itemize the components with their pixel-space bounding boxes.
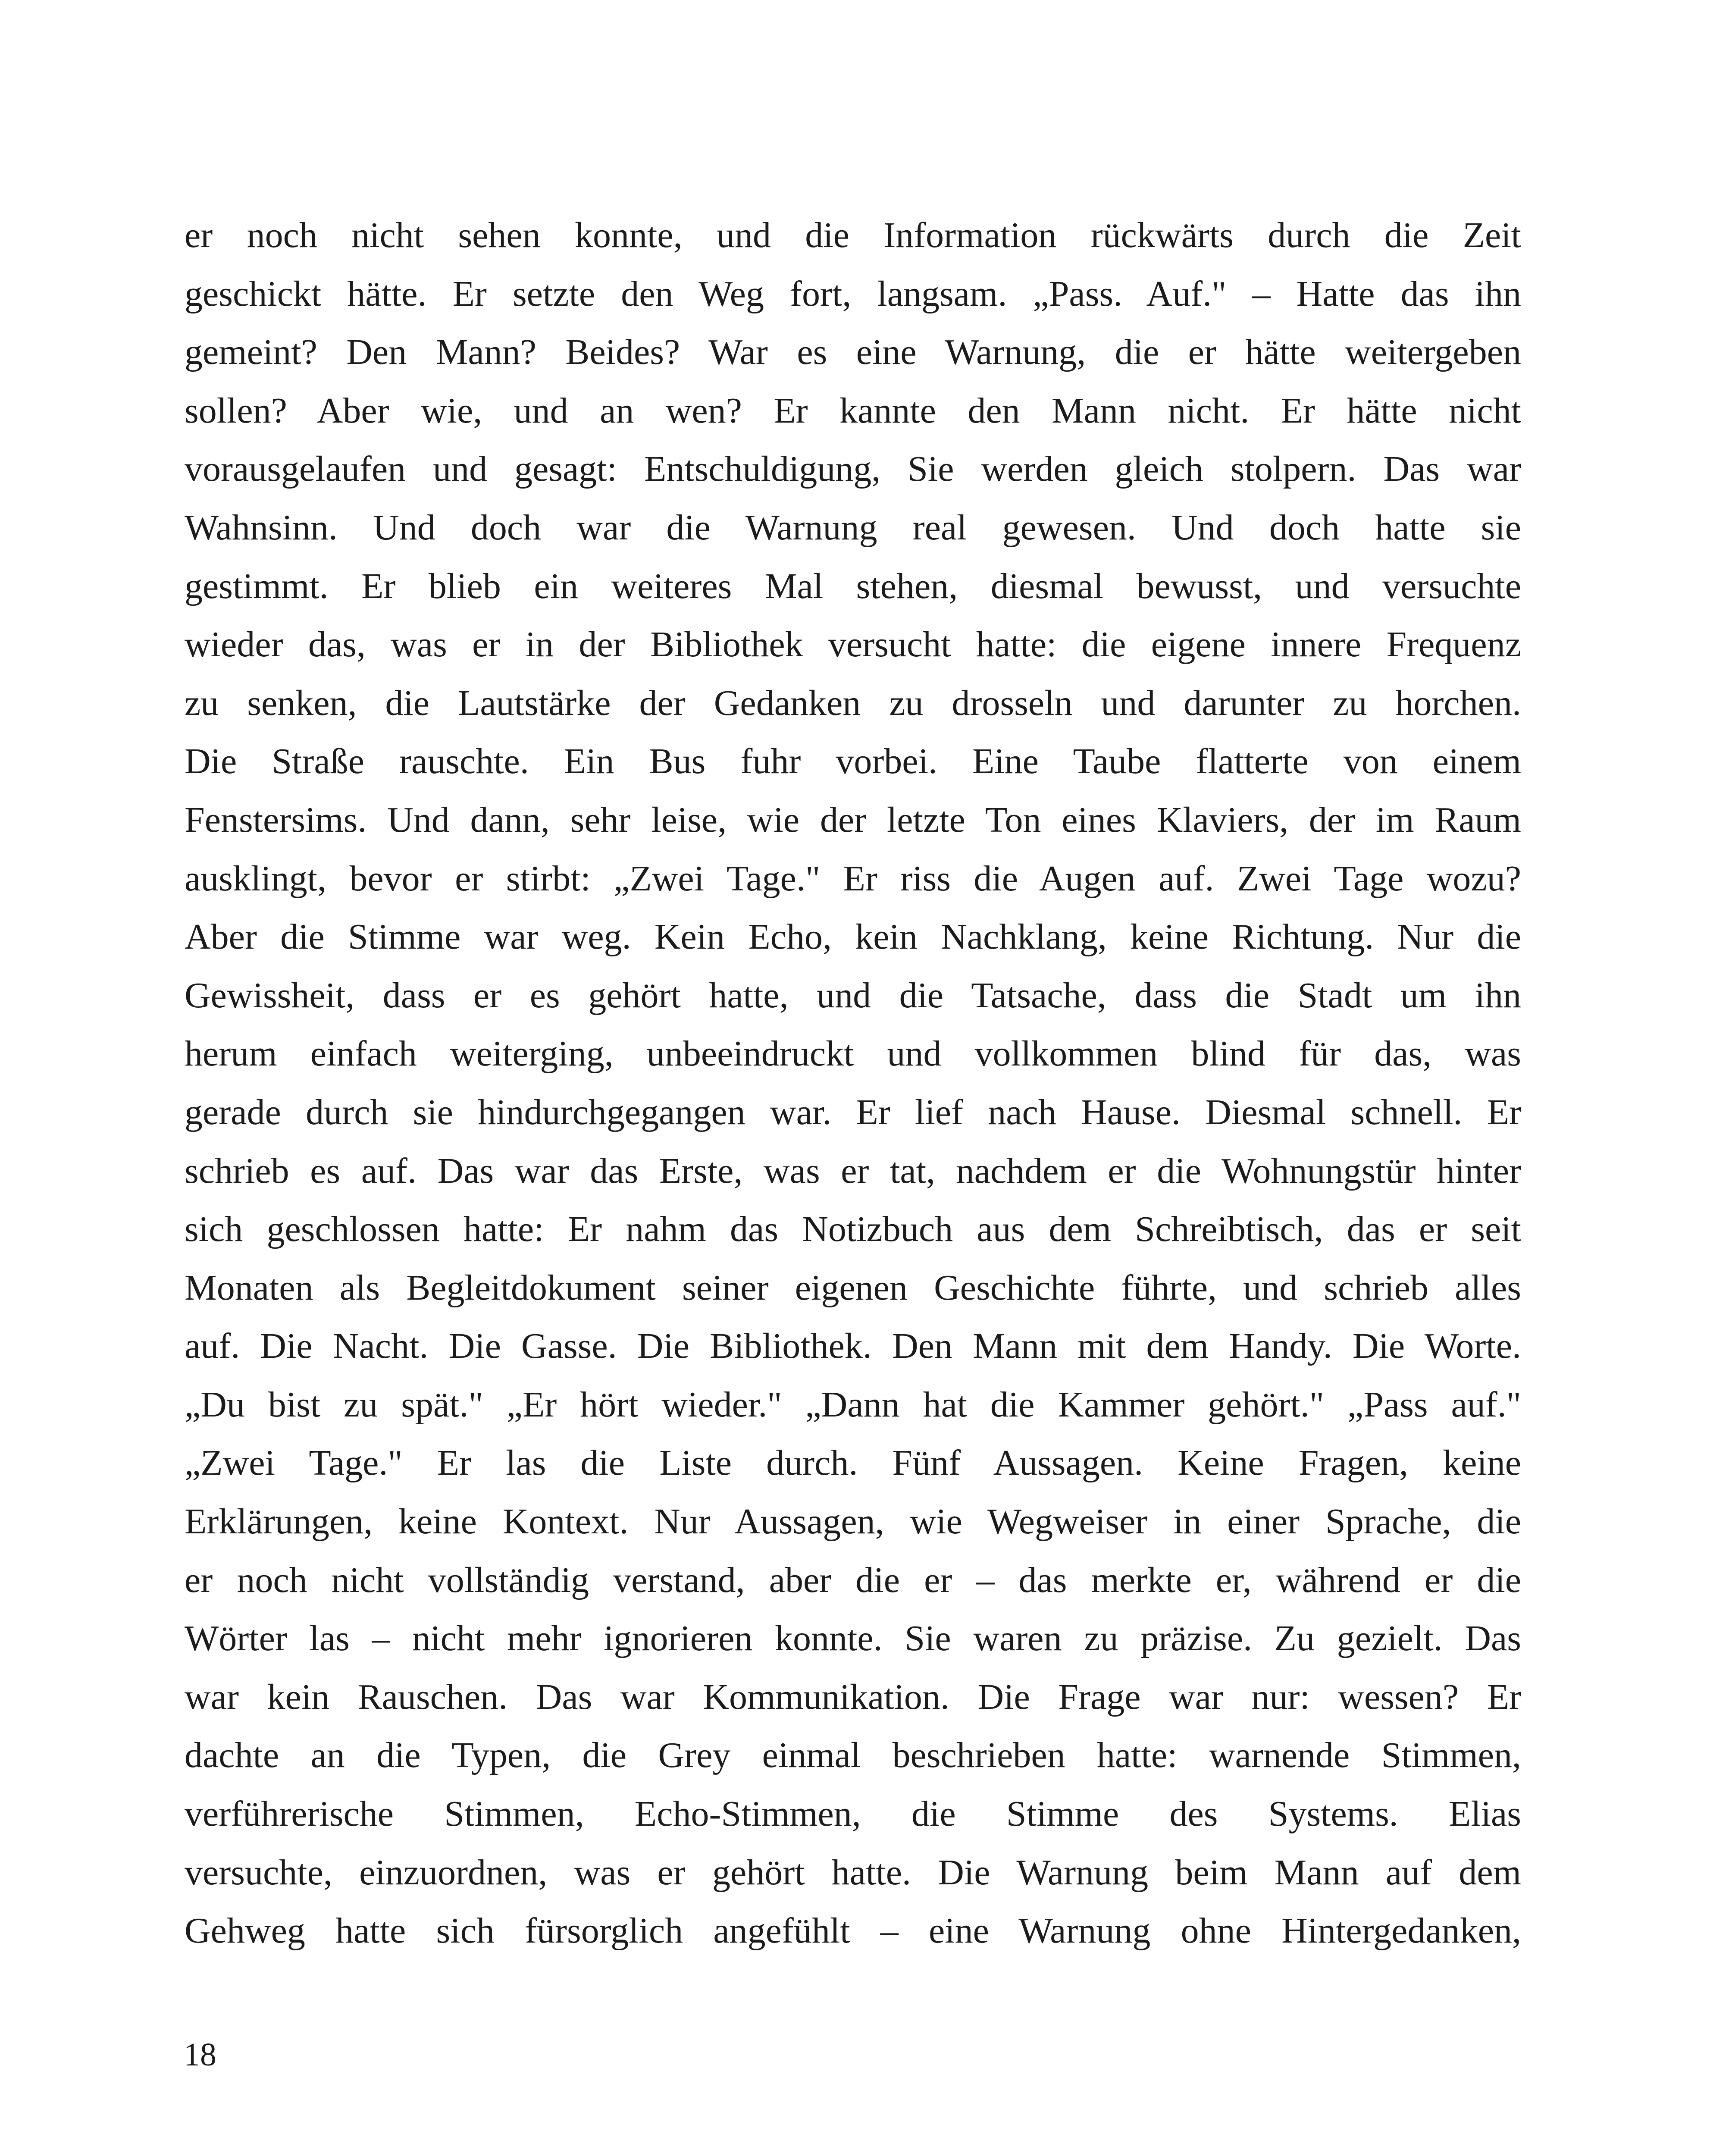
text-line: Aber die Stimme war weg. Kein Echo, kein Nachklang, keine Richtung. Nur die — [185, 917, 1521, 957]
text-line: versuchte, einzuordnen, was er gehört hatte. Die Warnung beim Mann auf dem — [185, 1852, 1521, 1893]
text-line: Gewissheit, dass er es gehört hatte, und die Tatsache, dass die Stadt um ihn — [185, 975, 1521, 1015]
text-line: verführerische Stimmen, Echo-Stimmen, die Stimme des Systems. Elias — [185, 1794, 1521, 1834]
text-line: zu senken, die Lautstärke der Gedanken zu drosseln und darunter zu horchen. — [185, 683, 1521, 723]
text-line: war kein Rauschen. Das war Kommunikation. Die Frage war nur: wessen? Er — [185, 1677, 1521, 1717]
text-line: gestimmt. Er blieb ein weiteres Mal stehen, diesmal bewusst, und versuchte — [185, 566, 1521, 606]
text-line: sollen? Aber wie, und an wen? Er kannte den Mann nicht. Er hätte nicht — [185, 390, 1521, 431]
text-line: Erklärungen, keine Kontext. Nur Aussagen, wie Wegweiser in einer Sprache, die — [185, 1501, 1521, 1542]
text-line: ausklingt, bevor er stirbt: „Zwei Tage." Er riss die Augen auf. Zwei Tage wozu? — [185, 858, 1521, 899]
body-text — [185, 206, 1521, 1960]
text-line: Die Straße rauschte. Ein Bus fuhr vorbei. Eine Taube flatterte von einem — [185, 741, 1521, 782]
text-line: gemeint? Den Mann? Beides? War es eine Warnung, die er hätte weitergeben — [185, 332, 1521, 373]
text-line: Monaten als Begleitdokument seiner eigenen Geschichte führte, und schrieb alles — [185, 1267, 1521, 1308]
text-line: er noch nicht sehen konnte, und die Information rückwärts durch die Zeit — [185, 215, 1521, 255]
text-line: Wahnsinn. Und doch war die Warnung real gewesen. Und doch hatte sie — [185, 507, 1521, 548]
text-line: geschickt hätte. Er setzte den Weg fort, langsam. „Pass. Auf." – Hatte das ihn — [185, 273, 1521, 314]
text-line: wieder das, was er in der Bibliothek versucht hatte: die eigene innere Frequenz — [185, 624, 1521, 665]
text-line: herum einfach weiterging, unbeeindruckt und vollkommen blind für das, was — [185, 1034, 1521, 1074]
text-line: dachte an die Typen, die Grey einmal beschrieben hatte: warnende Stimmen, — [185, 1735, 1521, 1776]
text-line: sich geschlossen hatte: Er nahm das Notizbuch aus dem Schreibtisch, das er seit — [185, 1209, 1521, 1250]
text-line: Fenstersims. Und dann, sehr leise, wie der letzte Ton eines Klaviers, der im Raum — [185, 799, 1521, 840]
text-line: Wörter las – nicht mehr ignorieren konnte. Sie waren zu präzise. Zu gezielt. Das — [185, 1618, 1521, 1659]
text-line: schrieb es auf. Das war das Erste, was er tat, nachdem er die Wohnungstür hinter — [185, 1150, 1521, 1191]
text-line: er noch nicht vollständig verstand, aber die er – das merkte er, während er die — [185, 1560, 1521, 1600]
text-line: gerade durch sie hindurchgegangen war. Er lief nach Hause. Diesmal schnell. Er — [185, 1092, 1521, 1132]
text-line: Gehweg hatte sich fürsorglich angefühlt – eine Warnung ohne Hintergedanken, — [185, 1911, 1521, 1951]
text-line: vorausgelaufen und gesagt: Entschuldigung, Sie werden gleich stolpern. Das war — [185, 449, 1521, 489]
page-number: 18 — [184, 2037, 216, 2073]
text-line: „Du bist zu spät." „Er hört wieder." „Dann hat die Kammer gehört." „Pass auf." — [185, 1384, 1521, 1425]
text-line: auf. Die Nacht. Die Gasse. Die Bibliothek. Den Mann mit dem Handy. Die Worte. — [185, 1326, 1521, 1366]
text-line: „Zwei Tage." Er las die Liste durch. Fünf Aussagen. Keine Fragen, keine — [185, 1443, 1521, 1483]
